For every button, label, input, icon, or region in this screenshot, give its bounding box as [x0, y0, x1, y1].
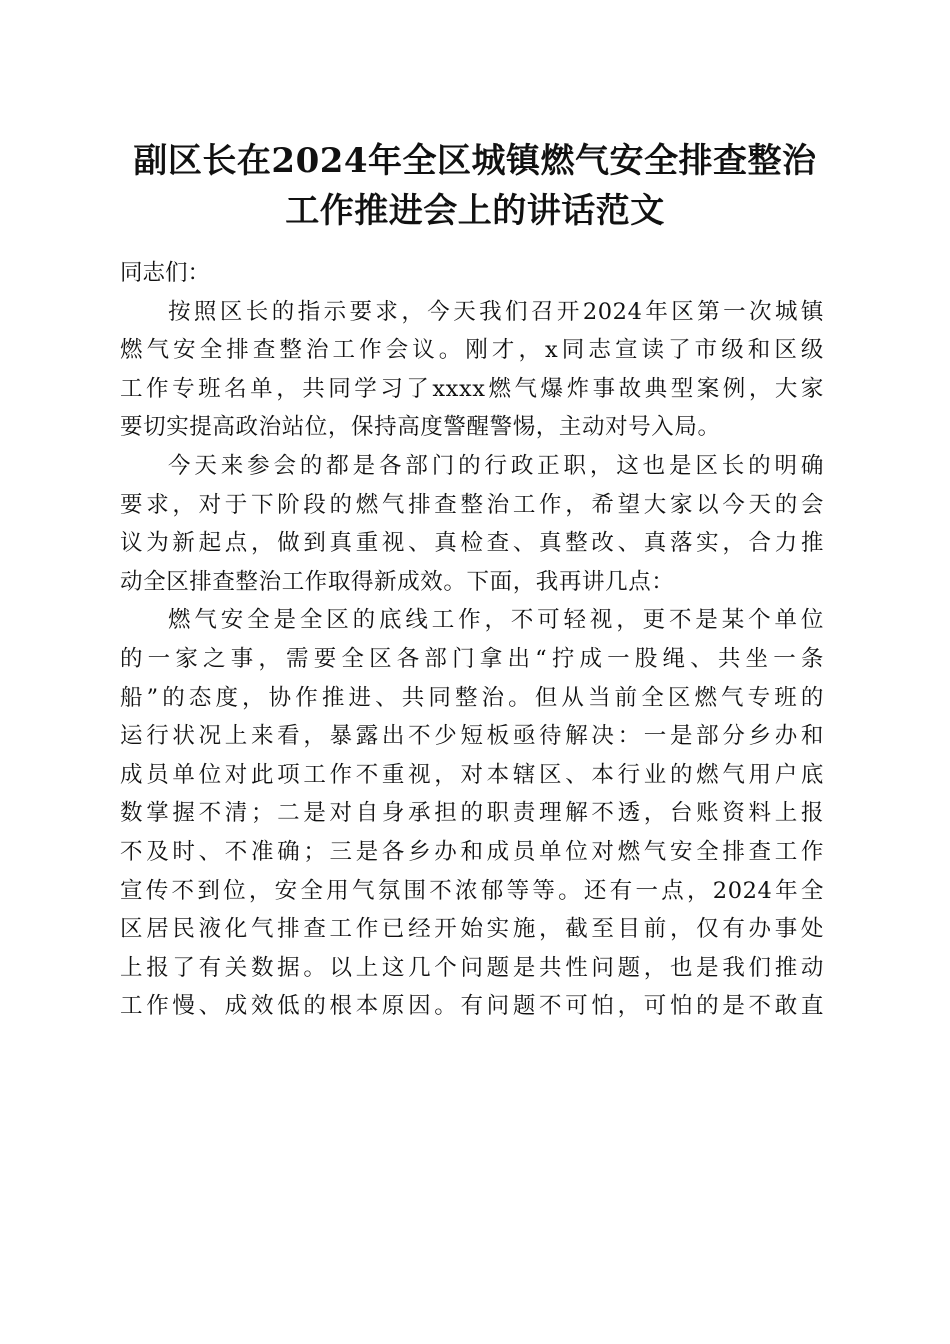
paragraph-2: [120, 447, 824, 601]
paragraph-line: 的一家之事，需要全区各部门拿出“拧成一股绳、共坐一条: [120, 645, 824, 672]
paragraph-line: 燃气安全排查整治工作会议。刚才，x同志宣读了市级和区级: [120, 337, 824, 364]
paragraph-line: 宣传不到位，安全用气氛围不浓郁等等。还有一点，2024年全: [120, 877, 824, 904]
paragraph-1: [120, 293, 824, 447]
paragraph-line: 今天来参会的都是各部门的行政正职，这也是区长的明确: [168, 452, 824, 479]
document-title: [100, 136, 850, 236]
paragraph-line: 不及时、不准确；三是各乡办和成员单位对燃气安全排查工作: [120, 838, 824, 865]
paragraph-line: 工作慢、成效低的根本原因。有问题不可怕，可怕的是不敢直: [120, 993, 824, 1020]
paragraph-line: 燃气安全是全区的底线工作，不可轻视，更不是某个单位: [168, 607, 824, 634]
paragraph-line: 区居民液化气排查工作已经开始实施，截至目前，仅有办事处: [120, 916, 824, 943]
paragraph-line: 要求，对于下阶段的燃气排查整治工作，希望大家以今天的会: [120, 491, 824, 518]
paragraph-line: 运行状况上来看，暴露出不少短板亟待解决：一是部分乡办和: [120, 723, 824, 750]
paragraph-line: 工作专班名单，共同学习了xxxx燃气爆炸事故典型案例，大家: [120, 375, 824, 402]
title-line-2: 工作推进会上的讲话范文: [285, 191, 665, 231]
paragraph-line: 上报了有关数据。以上这几个问题是共性问题，也是我们推动: [120, 954, 824, 981]
paragraph-3: [120, 601, 824, 1026]
greeting: 同志们：: [120, 260, 211, 286]
paragraph-line: 按照区长的指示要求，今天我们召开2024年区第一次城镇: [168, 298, 824, 325]
paragraph-line: 数掌握不清；二是对自身承担的职责理解不透，台账资料上报: [120, 800, 824, 827]
document-body: [120, 254, 824, 1026]
paragraph-line: 船”的态度，协作推进、共同整治。但从当前全区燃气专班的: [120, 684, 824, 711]
paragraph-line: 要切实提高政治站位，保持高度警醒警惕，主动对号入局。: [120, 414, 721, 441]
paragraph-line: 议为新起点，做到真重视、真检查、真整改、真落实，合力推: [120, 530, 824, 557]
paragraph-line: 动全区排查整治工作取得新成效。下面，我再讲几点：: [120, 568, 675, 595]
paragraph-line: 成员单位对此项工作不重视，对本辖区、本行业的燃气用户底: [120, 761, 824, 788]
title-line-1: 副区长在2024年全区城镇燃气安全排查整治: [133, 141, 817, 181]
